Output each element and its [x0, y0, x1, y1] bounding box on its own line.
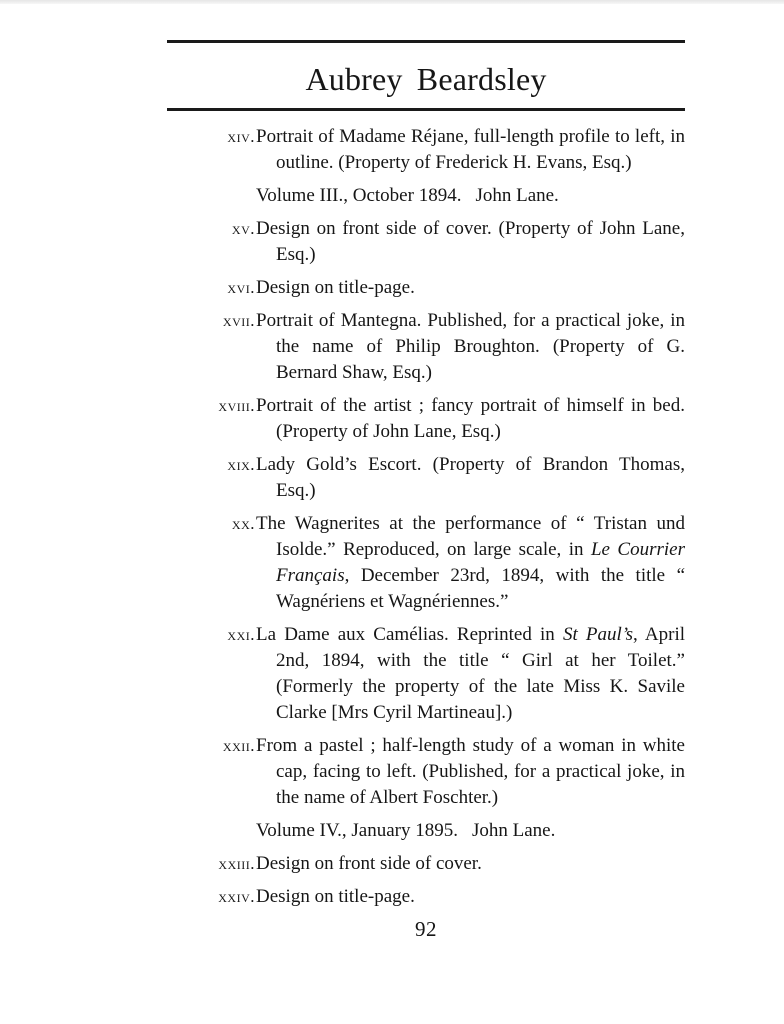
- entry-number: xxiv.: [218, 887, 255, 906]
- entry-text: [256, 624, 685, 723]
- entry-text: [256, 886, 415, 907]
- entry-text-run: Design on title-page.: [256, 277, 415, 298]
- entry-number: xxi.: [227, 625, 255, 644]
- entry-text: [256, 513, 685, 612]
- entry-text-run: Design on front side of cover. (Property of John Lane, Esq.): [256, 218, 685, 265]
- entry-italic-title: Le Courrier Français: [276, 539, 685, 586]
- volume-publisher: John Lane.: [475, 185, 559, 206]
- entry-number: xviii.: [218, 396, 255, 415]
- entry-text: [256, 310, 685, 383]
- volume-heading: [167, 818, 685, 844]
- entry-number: xvi.: [227, 278, 255, 297]
- entry-text: [256, 277, 415, 298]
- illustration-entry: [167, 851, 685, 877]
- entry-number: xx.: [231, 514, 255, 533]
- illustration-entry: [167, 308, 685, 386]
- entry-number: xxiii.: [218, 854, 255, 873]
- entry-text-run: , April 2nd, 1894, with the title “ Girl at her Toilet.” (Formerly the property of the late Miss K. Savile Clarke [Mrs Cyril Martineau].): [276, 624, 685, 723]
- entry-text: [256, 218, 685, 265]
- entry-number: xiv.: [227, 127, 255, 146]
- entry-text-run: , December 23rd, 1894, with the title “ Wagnériens et Wagnériennes.”: [276, 565, 685, 612]
- entry-text-run: Portrait of Madame Réjane, full-length profile to left, in outline. (Property of Frederick H. Evans, Esq.): [256, 126, 685, 173]
- page-number: 92: [415, 917, 437, 941]
- entry-list: [167, 124, 685, 910]
- volume-label: Volume III., October 1894.: [256, 185, 462, 206]
- book-page: [167, 40, 685, 942]
- illustration-entry: [167, 275, 685, 301]
- volume-label: Volume IV., January 1895.: [256, 820, 458, 841]
- entry-text: [256, 395, 685, 442]
- viewer-top-edge: [0, 0, 784, 4]
- entry-text-run: From a pastel ; half-length study of a woman in white cap, facing to left. (Published, for a practical joke, in the name of Albert Foschter.): [256, 735, 685, 808]
- illustration-entry: [167, 622, 685, 726]
- volume-publisher: John Lane.: [471, 820, 556, 841]
- entry-text-run: Design on front side of cover.: [256, 853, 482, 874]
- entry-number: xvii.: [222, 311, 255, 330]
- running-head: Aubrey Beardsley: [305, 61, 547, 97]
- entry-text-run: Lady Gold’s Escort. (Property of Brandon Thomas, Esq.): [256, 454, 685, 501]
- entry-text: [256, 735, 685, 808]
- entry-text-run: The Wagnerites at the performance of “ Tristan und Isolde.” Reproduced, on large scale, in: [256, 513, 685, 560]
- entry-number: xv.: [231, 219, 255, 238]
- entry-text: [256, 853, 482, 874]
- entry-number: xxii.: [222, 736, 255, 755]
- entry-text-run: Design on title-page.: [256, 886, 415, 907]
- illustration-entry: [167, 452, 685, 504]
- illustration-entry: [167, 216, 685, 268]
- header-rule-bottom: [167, 108, 685, 111]
- volume-heading: [167, 183, 685, 209]
- illustration-entry: [167, 884, 685, 910]
- entry-text-run: Portrait of Mantegna. Published, for a practical joke, in the name of Philip Broughton. (Property of G. Bernard Shaw, Esq.): [256, 310, 685, 383]
- entry-text-run: La Dame aux Camélias. Reprinted in: [256, 624, 563, 645]
- entry-number: xix.: [227, 455, 255, 474]
- entry-text: [256, 454, 685, 501]
- illustration-entry: [167, 393, 685, 445]
- illustration-entry: [167, 511, 685, 615]
- illustration-entry: [167, 733, 685, 811]
- entry-italic-title: St Paul’s: [562, 624, 634, 645]
- entry-text: [256, 126, 685, 173]
- illustration-entry: [167, 124, 685, 176]
- entry-text-run: Portrait of the artist ; fancy portrait of himself in bed. (Property of John Lane, Esq.): [256, 395, 685, 442]
